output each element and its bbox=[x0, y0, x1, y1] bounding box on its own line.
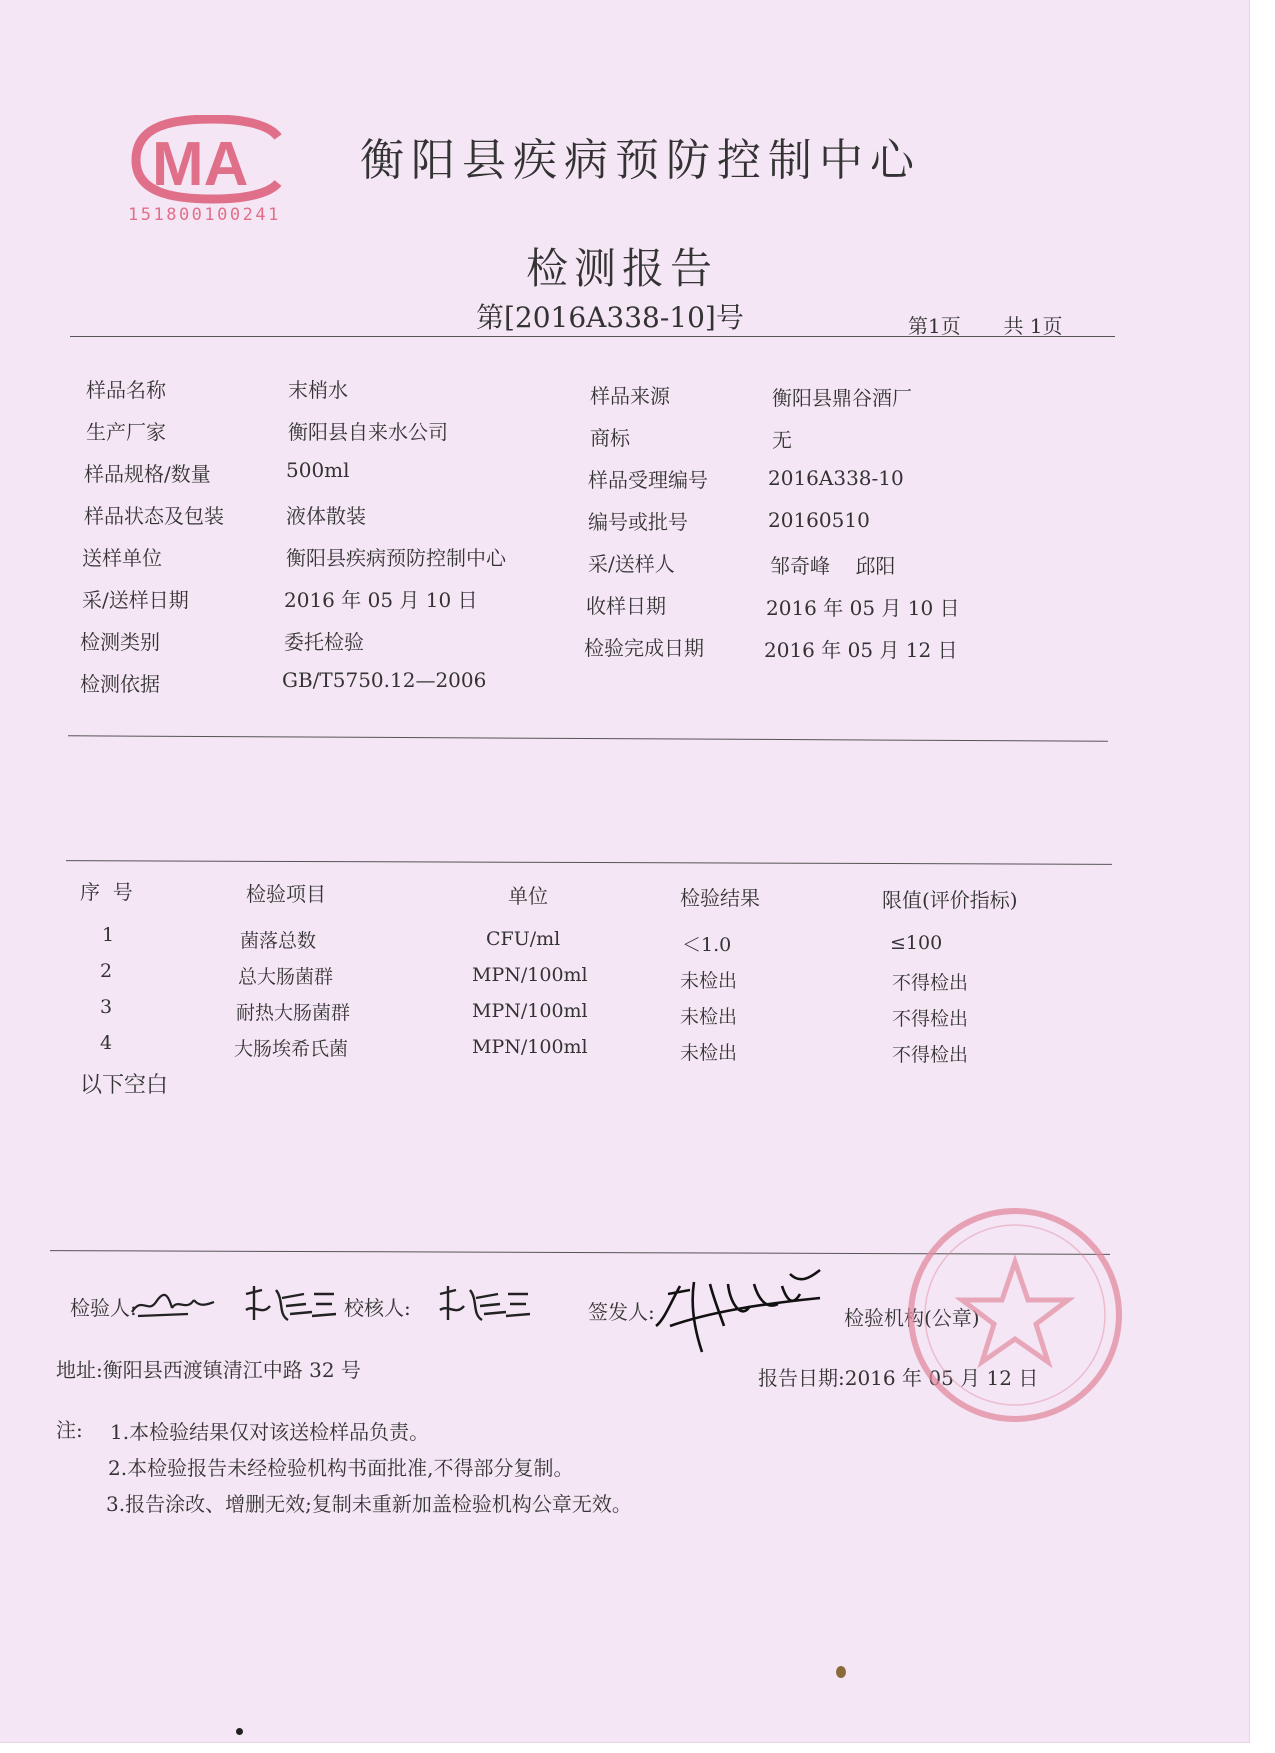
info-label-sample-source: 样品来源 bbox=[590, 384, 670, 408]
inspector-signature-2 bbox=[240, 1280, 340, 1330]
scan-speck bbox=[836, 1666, 846, 1678]
row-unit: CFU/ml bbox=[486, 928, 561, 950]
row-result: 未检出 bbox=[680, 970, 738, 992]
page-indicator bbox=[908, 310, 1063, 339]
organization-name: 衡阳县疾病预防控制中心 bbox=[360, 135, 921, 186]
svg-text:MA: MA bbox=[152, 130, 249, 199]
info-value-finish-date: 2016 年 05 月 12 日 bbox=[764, 638, 958, 662]
info-label-test-basis: 检测依据 bbox=[80, 672, 160, 696]
header-rule bbox=[70, 336, 1115, 337]
table-top-rule bbox=[66, 860, 1112, 865]
document-title: 检测报告 bbox=[526, 244, 719, 293]
info-value-sample-source: 衡阳县鼎谷酒厂 bbox=[772, 386, 912, 410]
info-value-receive-date: 2016 年 05 月 10 日 bbox=[766, 596, 960, 620]
row-unit: MPN/100ml bbox=[472, 964, 588, 986]
notes-prefix: 注: bbox=[56, 1418, 83, 1442]
info-label-trademark: 商标 bbox=[590, 426, 630, 450]
address: 地址:衡阳县西渡镇清江中路 32 号 bbox=[56, 1358, 361, 1382]
row-result: 未检出 bbox=[680, 1042, 738, 1064]
row-item: 菌落总数 bbox=[240, 930, 317, 952]
info-label-sampler: 采/送样人 bbox=[588, 552, 675, 576]
row-limit: 不得检出 bbox=[892, 972, 969, 994]
info-label-test-category: 检测类别 bbox=[80, 630, 160, 654]
col-header-unit: 单位 bbox=[508, 884, 548, 908]
info-value-spec: 500ml bbox=[286, 458, 350, 482]
col-header-limit: 限值(评价指标) bbox=[882, 888, 1018, 912]
scan-speck bbox=[236, 1728, 243, 1735]
reviewer-signature bbox=[434, 1280, 534, 1330]
row-item: 大肠埃希氏菌 bbox=[234, 1038, 349, 1060]
info-value-batch-no: 20160510 bbox=[768, 508, 870, 532]
row-result: 未检出 bbox=[680, 1006, 738, 1028]
report-number: 第[2016A338-10]号 bbox=[476, 301, 744, 334]
info-value-sender-unit: 衡阳县疾病预防控制中心 bbox=[286, 546, 506, 570]
info-label-sampling-date: 采/送样日期 bbox=[82, 588, 189, 612]
row-result: ＜1.0 bbox=[682, 934, 732, 956]
note-1: 1.本检验结果仅对该送检样品负责。 bbox=[110, 1420, 430, 1444]
info-label-receive-date: 收样日期 bbox=[586, 594, 666, 618]
row-no: 2 bbox=[100, 960, 113, 982]
info-value-sample-name: 末梢水 bbox=[288, 378, 348, 402]
cma-code: 151800100241 bbox=[128, 205, 281, 225]
info-label-manufacturer: 生产厂家 bbox=[86, 420, 166, 444]
row-item: 耐热大肠菌群 bbox=[236, 1002, 351, 1024]
row-unit: MPN/100ml bbox=[472, 1036, 588, 1058]
row-no: 1 bbox=[102, 924, 115, 946]
row-item: 总大肠菌群 bbox=[238, 966, 334, 988]
info-value-sampler: 邹奇峰 邱阳 bbox=[770, 554, 896, 578]
reviewer-label: 校核人: bbox=[344, 1296, 411, 1320]
info-value-sampling-date: 2016 年 05 月 10 日 bbox=[284, 588, 478, 612]
info-label-sender-unit: 送样单位 bbox=[82, 546, 162, 570]
info-value-test-category: 委托检验 bbox=[284, 630, 364, 654]
row-limit: ≤100 bbox=[890, 932, 943, 954]
row-limit: 不得检出 bbox=[892, 1008, 969, 1030]
page-current: 第1页 bbox=[908, 314, 961, 338]
info-label-spec: 样品规格/数量 bbox=[84, 462, 211, 486]
note-2: 2.本检验报告未经检验机构书面批准,不得部分复制。 bbox=[108, 1456, 574, 1480]
info-bottom-rule bbox=[68, 735, 1108, 741]
inspector-label: 检验人: bbox=[70, 1296, 137, 1320]
info-label-accept-no: 样品受理编号 bbox=[588, 468, 708, 492]
info-label-status: 样品状态及包装 bbox=[84, 504, 224, 528]
blank-below-note: 以下空白 bbox=[80, 1073, 169, 1098]
col-header-no: 序 号 bbox=[80, 880, 133, 904]
col-header-item: 检验项目 bbox=[246, 882, 326, 906]
info-label-sample-name: 样品名称 bbox=[86, 378, 166, 402]
row-no: 3 bbox=[100, 996, 113, 1018]
page-total: 共 1页 bbox=[1003, 314, 1063, 338]
note-3: 3.报告涂改、增删无效;复制未重新加盖检验机构公章无效。 bbox=[106, 1492, 632, 1516]
agency-seal-label: 检验机构(公章) bbox=[844, 1306, 980, 1330]
row-limit: 不得检出 bbox=[892, 1044, 969, 1066]
info-value-test-basis: GB/T5750.12—2006 bbox=[282, 668, 487, 692]
col-header-result: 检验结果 bbox=[680, 886, 760, 910]
report-date: 报告日期:2016 年 05 月 12 日 bbox=[758, 1366, 1039, 1390]
issuer-signature bbox=[650, 1264, 830, 1354]
info-value-accept-no: 2016A338-10 bbox=[768, 466, 904, 490]
info-label-batch-no: 编号或批号 bbox=[588, 510, 688, 534]
info-label-finish-date: 检验完成日期 bbox=[584, 636, 704, 660]
row-no: 4 bbox=[100, 1032, 113, 1054]
official-stamp-icon bbox=[900, 1200, 1130, 1430]
issuer-label: 签发人: bbox=[588, 1300, 655, 1324]
row-unit: MPN/100ml bbox=[472, 1000, 588, 1022]
info-value-manufacturer: 衡阳县自来水公司 bbox=[288, 420, 448, 444]
info-value-status: 液体散装 bbox=[286, 504, 366, 528]
info-value-trademark: 无 bbox=[772, 428, 792, 452]
inspector-signature bbox=[128, 1284, 218, 1324]
